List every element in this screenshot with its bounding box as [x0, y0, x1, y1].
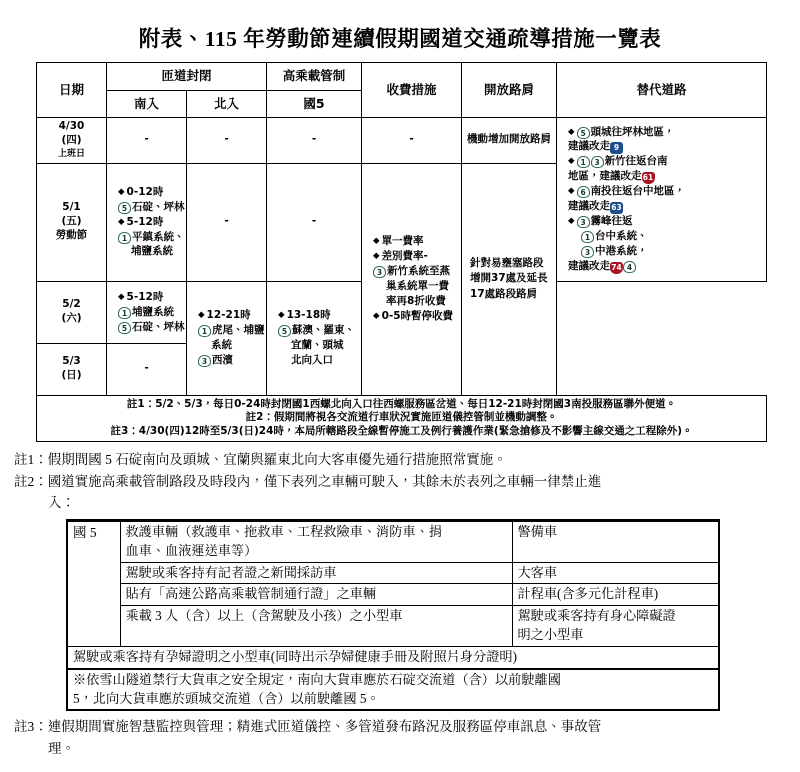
- cell-ramp-north-weekend: [187, 281, 267, 395]
- cell-ramp-south-0430: -: [107, 118, 187, 164]
- cell-hov-0430: -: [267, 118, 362, 164]
- diamond-bullet-icon: ◆: [373, 251, 380, 262]
- alt-route-prefix: 建議改走: [568, 200, 611, 213]
- cell-hov-weekend: [267, 281, 362, 395]
- date-cell-0502: [37, 281, 107, 343]
- national-highway-shield-icon: 3: [591, 156, 604, 168]
- hov-row-full: [68, 647, 718, 669]
- footnote-1: 註1：5/2、5/3，每日0-24時封閉國1西螺北向入口往西螺服務區岔道、每日12-21時封閉國3南投服務區聯外便道。: [126, 397, 677, 410]
- outside-note-3: [0, 711, 800, 759]
- hov-table-container: [0, 513, 800, 711]
- list-item-label: 巢系統單一費: [386, 280, 450, 293]
- national-highway-shield-icon: 5: [118, 202, 131, 214]
- alt-route-label: 台中系統、: [595, 230, 648, 243]
- national-highway-shield-icon: 3: [373, 266, 386, 278]
- alt-route-label: 南投往返台中地區，: [590, 185, 686, 198]
- list-item-label: 宜蘭、頭城: [291, 339, 344, 352]
- table-footnotes: [37, 395, 767, 442]
- list-item: [118, 185, 183, 200]
- list-item-label: 蘇澳、羅東、: [292, 324, 356, 337]
- list-item-label: 北向入口: [291, 354, 334, 366]
- diamond-bullet-icon: ◆: [118, 216, 125, 227]
- hov-left-cell-0: [120, 522, 512, 562]
- table-header-row: [37, 63, 767, 91]
- list-item: [198, 308, 263, 323]
- list-item-label: 石碇、坪林: [132, 200, 185, 213]
- hov-note-line-2: 5，北向大貨車應於頭城交流道（含）以前駛離國 5。: [73, 690, 380, 706]
- diamond-bullet-icon: ◆: [568, 156, 575, 167]
- footnote-2: 註2：假期間將視各交流道行車狀況實施匝道儀控管制並機動調整。: [245, 411, 558, 424]
- diamond-bullet-icon: ◆: [118, 291, 125, 302]
- diamond-bullet-icon: ◆: [118, 186, 125, 197]
- hov-row: [68, 562, 718, 584]
- list-item-label: 虎尾、埔鹽: [212, 324, 265, 337]
- list-item-label: 0-5時暫停收費: [381, 309, 454, 322]
- list-item-label: 平鎮系統、: [132, 230, 185, 243]
- list-item: [118, 215, 183, 230]
- cell-shoulder-0430: 機動增加開放路肩: [462, 118, 557, 164]
- cell-toll-0430: -: [362, 118, 462, 164]
- list-item-label: 0-12時: [126, 185, 164, 198]
- alt-route-label: 中港系統，: [595, 245, 648, 258]
- list-item: [118, 305, 183, 320]
- hov-left-cell-2: 貼有「高速公路高乘載管制通行證」之車輛: [120, 584, 512, 606]
- list-item: [278, 323, 358, 338]
- national-highway-shield-icon: 6: [577, 186, 590, 198]
- date-cell-0503: [37, 343, 107, 395]
- cell-ramp-south-0502: [107, 281, 187, 343]
- national-highway-shield-icon: 5: [118, 322, 131, 334]
- page-title: 附表、115 年勞動節連續假期國道交通疏導措施一覽表: [138, 27, 662, 51]
- footnote-3: 註3：4/30(四)12時至5/3(日)24時，本局所轄路段全線暫停施工及例行養護作業(緊急搶修及不影響主線交通之工程除外)。: [110, 425, 693, 438]
- list-item: [373, 249, 458, 264]
- table-footnotes-row: [37, 395, 767, 442]
- alt-route-line: [568, 214, 763, 229]
- text-line: 增開37處及延長: [470, 272, 548, 285]
- hov-right-line-2: 明之小型車: [517, 626, 584, 642]
- hov-left-line-1: 救護車輛（救護車、拖救車、工程救險車、消防車、捐: [125, 524, 442, 540]
- list-item-label: 5-12時: [126, 290, 164, 303]
- list-item: [278, 308, 358, 323]
- cell-ramp-south-0503: -: [107, 343, 187, 395]
- list-item: [373, 294, 458, 309]
- cell-shoulder-holiday: [462, 163, 557, 395]
- date-weekday: (日): [61, 369, 82, 382]
- list-item-label: 系統: [211, 339, 232, 352]
- list-item: [198, 338, 263, 353]
- date-main: 5/3: [62, 355, 81, 368]
- expressway-badge-icon: 61: [642, 173, 654, 183]
- list-item-label: 單一費率: [381, 235, 424, 248]
- note-3-line-2: 理。: [48, 740, 75, 756]
- diamond-bullet-icon: ◆: [278, 310, 285, 321]
- header-hov-control: 高乘載管制: [267, 63, 362, 91]
- cell-ramp-north-0430: -: [187, 118, 267, 164]
- hov-note-line-1: ※依雪山隧道禁行大貨車之安全規定，南向大貨車應於石碇交流道（含）以前駛離國: [73, 671, 561, 687]
- ramp-north-list-weekend: [190, 308, 263, 368]
- hov-route-label: 國 5: [68, 522, 120, 647]
- list-item: [373, 309, 458, 324]
- note-3-line-1: 註3：連假期間實施智慧監控與管理；精進式匝道儀控、多管道發布路況及服務區停車訊息、事故管: [14, 719, 602, 735]
- alt-route-line: [568, 244, 763, 259]
- list-item: [373, 264, 458, 279]
- hov-right-cell-2: 計程車(含多元化計程車): [512, 584, 718, 606]
- national-highway-shield-icon: 3: [198, 355, 211, 367]
- national-highway-shield-icon: 5: [278, 325, 291, 337]
- diamond-bullet-icon: ◆: [568, 216, 575, 227]
- list-item-label: 新竹系統至燕: [387, 265, 451, 278]
- header-shoulder: 開放路肩: [462, 63, 557, 118]
- list-item: [373, 234, 458, 249]
- expressway-badge-icon: 74: [611, 263, 622, 273]
- hov-left-cell-3: 乘載 3 人（含）以上（含駕駛及小孩）之小型車: [120, 606, 512, 647]
- note-1-text: 註1：假期間國 5 石碇南向及頭城、宜蘭與羅東北向大客車優先通行措施照常實施。: [14, 452, 507, 468]
- header-date: 日期: [37, 63, 107, 118]
- list-item-label: 率再8折收費: [386, 295, 446, 307]
- hov-pregnancy-row: 駕駛或乘客持有孕婦證明之小型車(同時出示孕婦健康手冊及附照片身分證明): [68, 647, 718, 669]
- diamond-bullet-icon: ◆: [568, 186, 575, 197]
- list-item: [118, 200, 183, 215]
- national-highway-shield-icon: 3: [577, 216, 590, 228]
- header-ramp-closure: 匝道封閉: [107, 63, 267, 91]
- hov-left-cell-1: 駕駛或乘客持有記者證之新聞採訪車: [120, 562, 512, 584]
- toll-measures-list: [365, 234, 458, 323]
- date-sub: 上班日: [57, 148, 85, 159]
- list-item-label: 石碇、坪林: [132, 320, 185, 333]
- alt-route-label: 頭城往坪林地區，: [590, 125, 675, 138]
- list-item: [278, 353, 358, 368]
- cell-alt-route: [557, 118, 767, 282]
- provincial-route-badge-icon: 9: [610, 142, 623, 154]
- list-item: [198, 353, 263, 368]
- date-main: 5/1: [62, 201, 81, 214]
- alt-route-prefix: 建議改走: [568, 140, 611, 153]
- hov-table-frame: [66, 519, 720, 711]
- hov-list-weekend: [270, 308, 358, 368]
- national-highway-shield-icon: 1: [118, 307, 131, 319]
- date-cell-0501: [37, 163, 107, 281]
- diamond-bullet-icon: ◆: [373, 236, 380, 247]
- alt-route-list: [560, 125, 763, 274]
- diamond-bullet-icon: ◆: [568, 126, 575, 137]
- list-item-label: 埔鹽系統: [132, 305, 174, 318]
- alt-route-label: 新竹往返台南: [604, 155, 668, 168]
- alt-route-line: [568, 169, 763, 184]
- hov-left-line-2: 血車、血液運送車等）: [125, 542, 258, 558]
- list-item-label: 西濱: [212, 354, 233, 366]
- date-weekday: (六): [61, 312, 82, 325]
- list-item: [118, 230, 183, 245]
- shoulder-text: [465, 256, 553, 302]
- cell-hov-0501: -: [267, 163, 362, 281]
- list-item: [118, 290, 183, 305]
- date-sub: 勞動節: [55, 229, 88, 242]
- national-highway-shield-icon: 1: [198, 325, 211, 337]
- alt-route-line: [568, 139, 763, 154]
- diamond-bullet-icon: ◆: [373, 310, 380, 321]
- cell-toll-holiday: [362, 163, 462, 395]
- table-row: [37, 118, 767, 164]
- alt-route-prefix: 地區，建議改走: [568, 170, 642, 183]
- traffic-measures-table: [36, 62, 767, 442]
- alt-route-line: [568, 154, 763, 169]
- header-hov-route: 國5: [267, 90, 362, 118]
- cell-ramp-north-0501: -: [187, 163, 267, 281]
- national-highway-shield-icon: 1: [118, 232, 131, 244]
- alt-route-line: [568, 184, 763, 199]
- list-item: [118, 244, 183, 259]
- hov-note-row: [68, 669, 718, 709]
- alt-route-line: [568, 125, 763, 140]
- date-weekday: (五): [61, 215, 82, 228]
- list-item: [118, 320, 183, 335]
- hov-right-cell-1: 大客車: [512, 562, 718, 584]
- date-main: 4/30: [58, 120, 85, 132]
- provincial-route-badge-icon: 63: [611, 203, 622, 213]
- alt-route-line: [568, 229, 763, 244]
- list-item-label: 12-21時: [206, 309, 251, 322]
- hov-row: [68, 584, 718, 606]
- hov-right-cell-0: 警備車: [512, 522, 718, 562]
- header-ramp-north: 北入: [187, 90, 267, 118]
- list-item: [278, 338, 358, 353]
- header-toll: 收費措施: [362, 63, 462, 118]
- alt-route-prefix: 建議改走: [568, 260, 611, 273]
- alt-route-label: 霧峰往返: [590, 215, 633, 228]
- alt-route-line: [568, 199, 763, 214]
- list-item: [373, 279, 458, 294]
- ramp-south-list-0502: [110, 290, 183, 335]
- hov-row: [68, 606, 718, 647]
- hov-truck-note: [68, 669, 718, 709]
- list-item: [198, 323, 263, 338]
- national-highway-shield-icon: 4: [623, 261, 636, 273]
- list-item-label: 差別費率-: [381, 250, 428, 263]
- date-weekday: (四): [61, 133, 82, 146]
- hov-right-line-1: 駕駛或乘客持有身心障礙證: [517, 608, 676, 624]
- outside-note-2: [0, 471, 800, 514]
- list-item-label: 埔鹽系統: [131, 245, 173, 258]
- list-item-label: 5-12時: [126, 215, 164, 228]
- ramp-south-list-0501: [110, 185, 183, 260]
- cell-ramp-south-0501: [107, 163, 187, 281]
- main-table-container: [0, 62, 800, 442]
- text-line: 17處路段路肩: [470, 287, 538, 300]
- note-2-line-2: 入：: [48, 494, 75, 510]
- diamond-bullet-icon: ◆: [198, 310, 205, 321]
- national-highway-shield-icon: 3: [581, 246, 594, 258]
- date-cell-0430: [37, 118, 107, 164]
- list-item-label: 13-18時: [286, 309, 331, 322]
- national-highway-shield-icon: 1: [581, 231, 594, 243]
- header-alt-route: 替代道路: [557, 63, 767, 118]
- hov-permitted-vehicles-table: [68, 521, 718, 709]
- text-line: 針對易壅塞路段: [470, 257, 544, 270]
- date-main: 5/2: [62, 298, 81, 311]
- hov-right-cell-3: [512, 606, 718, 647]
- hov-row: [68, 522, 718, 562]
- alt-route-line: [568, 259, 763, 274]
- outside-note-1: [0, 442, 800, 470]
- note-2-line-1: 註2：國道實施高乘載管制路段及時段內，僅下表列之車輛可駛入，其餘未於表列之車輛一律禁止進: [14, 473, 602, 489]
- header-ramp-south: 南入: [107, 90, 187, 118]
- national-highway-shield-icon: 1: [577, 156, 590, 168]
- national-highway-shield-icon: 5: [577, 127, 590, 139]
